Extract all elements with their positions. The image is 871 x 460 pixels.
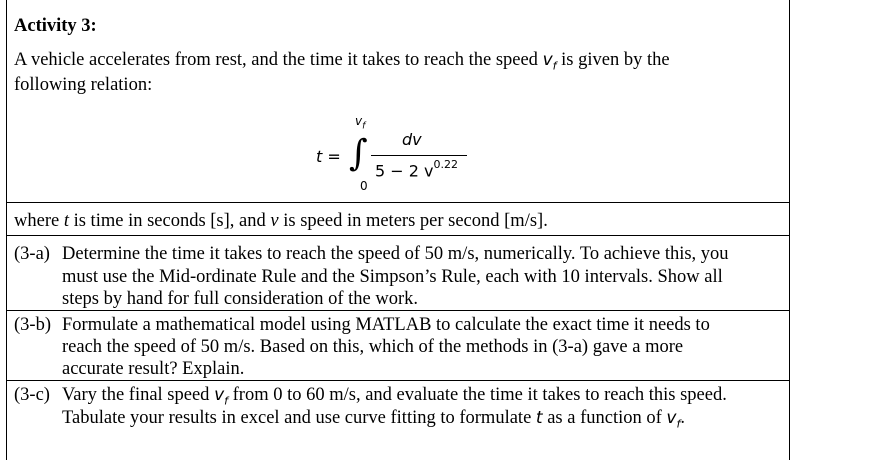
lower-limit: 0 [360,179,368,193]
task-3c-line1-pre: Vary the final speed [62,385,210,405]
where-p2: is time in seconds [s], and [73,211,266,231]
task-3c-vf-sub: f [224,394,228,408]
task-3c-line2-pre: Tabulate your results in excel and use curve fitting to formulate [62,408,532,428]
task-3c-vf2 [666,408,681,431]
task-3c-label: (3-c) [14,385,50,405]
activity-title: Activity 3: [14,16,97,36]
task-3c-line1-post: from 0 to 60 m/s, and evaluate the time it takes to reach this speed. [232,385,727,405]
task-3b-line-1: Formulate a mathematical model using MATLAB to calculate the exact time it needs to [62,315,710,335]
vf-sub: f [552,59,557,73]
where-p1: where [14,211,60,231]
exponent: 0.22 [433,158,458,171]
intro-line-2: following relation: [14,75,153,95]
numerator: dv [402,130,422,149]
task-3c-line2-mid: as a function of [547,408,662,428]
task-3c-vf [214,385,228,408]
where-p3: is speed in meters per second [m/s]. [283,211,548,231]
divider-after-3b [6,380,790,381]
where-line [14,210,548,232]
task-3c-vf-v: v [214,385,225,405]
task-3c-line-2 [62,407,685,435]
where-v: v [270,211,279,231]
task-3a-line-2: must use the Mid-ordinate Rule and the Simpson’s Rule, each with 10 intervals. Show all [62,267,723,287]
fraction-bar [371,155,467,156]
equation-lhs: t = [316,147,341,166]
task-3c-vf2-v: v [666,408,677,428]
task-3b-line-3: accurate result? Explain. [62,359,245,379]
task-3a-label: (3-a) [14,244,50,264]
integral-sign-icon: ∫ [349,133,368,174]
divider-after-equation [6,202,790,203]
task-3c-vf2-sub: f [676,417,681,431]
task-3c-line2-end: . [680,408,685,428]
vf-v: v [542,50,553,70]
denominator-text: 5 − 2 v [375,161,434,181]
denominator [375,160,458,180]
where-t: t [63,211,69,231]
task-3a-line-3: steps by hand for full consideration of the work. [62,289,419,309]
vf-symbol [542,50,557,73]
intro-text-post: is given by the [561,50,670,70]
task-3a-line-1: Determine the time it takes to reach the speed of 50 m/s, numerically. To achieve this, you [62,244,729,264]
divider-after-where [6,235,790,236]
intro-text-pre: A vehicle accelerates from rest, and the time it takes to reach the speed [14,50,538,70]
task-3b-label: (3-b) [14,315,51,335]
upper-limit-sub: f [362,121,366,132]
task-3b-line-2: reach the speed of 50 m/s. Based on this, which of the methods in (3-a) gave a more [62,337,684,357]
task-3c-t: t [535,408,543,428]
divider-after-3a [6,310,790,311]
upper-limit-v: v [355,114,363,128]
upper-limit [355,114,365,131]
